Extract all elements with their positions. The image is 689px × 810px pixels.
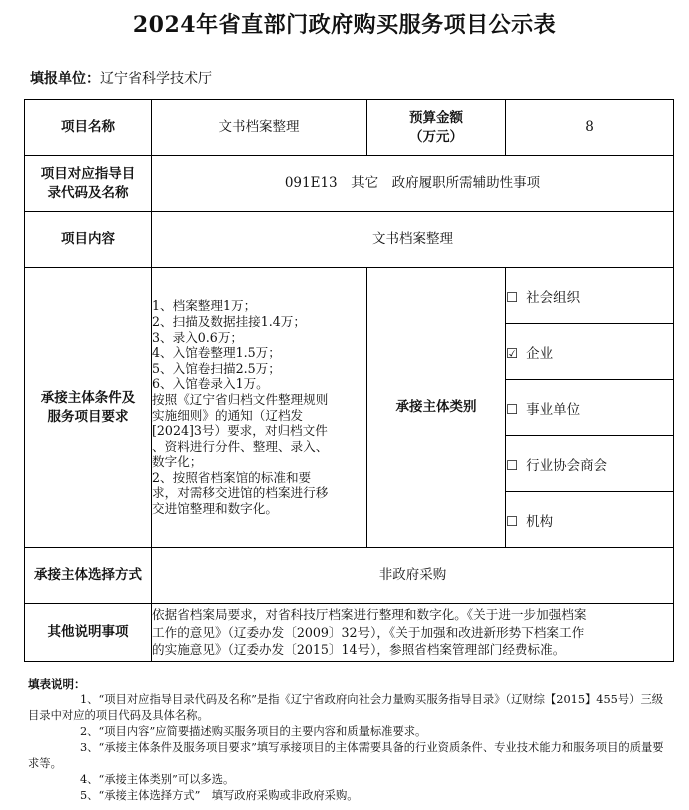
row-selection bbox=[25, 548, 674, 604]
instruction-item: 3、“承接主体条件及服务项目要求”填写承接项目的主体需要具备的行业资质条件、专业技术能力和服务项目的质量要求等。 bbox=[28, 741, 664, 770]
catalog-value: 091E13 其它 政府履职所需辅助性事项 bbox=[152, 156, 674, 212]
content-label: 项目内容 bbox=[25, 212, 152, 268]
entity-type-label: 承接主体类别 bbox=[367, 268, 506, 548]
budget-label-line-1: 预算金额 bbox=[409, 109, 463, 126]
checkbox-icon[interactable]: ☐ bbox=[506, 513, 519, 530]
row-requirements bbox=[25, 268, 674, 324]
budget-label-line-2: （万元） bbox=[409, 128, 463, 145]
entity-option-social-org[interactable] bbox=[506, 268, 674, 324]
entity-option-label: 事业单位 bbox=[526, 401, 581, 418]
entity-option-public-institution[interactable] bbox=[506, 380, 674, 436]
reporting-unit-label: 填报单位： bbox=[30, 71, 100, 87]
instruction-item: 2、“项目内容”应简要描述购买服务项目的主要内容和质量标准要求。 bbox=[80, 725, 427, 738]
catalog-label bbox=[25, 156, 152, 212]
budget-value: 8 bbox=[506, 100, 674, 156]
checkbox-icon[interactable]: ☐ bbox=[506, 401, 519, 418]
entity-option-agency[interactable] bbox=[506, 492, 674, 548]
entity-option-label: 企业 bbox=[526, 345, 554, 362]
reporting-unit bbox=[30, 68, 212, 88]
requirements-line: 5、入馆卷扫描2.5万； bbox=[152, 360, 281, 376]
requirements-line: 交进馆整理和数字化。 bbox=[152, 501, 278, 517]
requirements-line: 3、录入0.6万； bbox=[152, 329, 244, 345]
requirements-label bbox=[25, 268, 152, 548]
requirements-text bbox=[152, 268, 367, 548]
reporting-unit-value: 辽宁省科学技术厅 bbox=[100, 71, 212, 87]
checkbox-icon[interactable]: ☐ bbox=[506, 457, 519, 474]
filling-instructions bbox=[28, 676, 672, 804]
instruction-item: 1、“项目对应指导目录代码及名称”是指《辽宁省政府向社会力量购买服务指导目录》（辽财综【2015】455号）三级目录中对应的项目代码及具体名称。 bbox=[28, 693, 664, 722]
requirements-line: 6、入馆卷录入1万。 bbox=[152, 376, 269, 392]
entity-option-industry-association[interactable] bbox=[506, 436, 674, 492]
instruction-item: 4、“承接主体类别”可以多选。 bbox=[80, 773, 235, 786]
checked-checkbox-icon[interactable]: ☑ bbox=[506, 345, 519, 362]
requirements-line: 实施细则》的通知（辽档发 bbox=[152, 407, 304, 423]
budget-label bbox=[367, 100, 506, 156]
requirements-line: 2、扫描及数据挂接1.4万； bbox=[152, 313, 306, 329]
other-notes-text bbox=[152, 604, 674, 662]
content-value: 文书档案整理 bbox=[152, 212, 674, 268]
other-notes-label: 其他说明事项 bbox=[25, 604, 152, 662]
requirements-label-line-1: 承接主体条件及 bbox=[40, 389, 136, 406]
row-project-name bbox=[25, 100, 674, 156]
page-title: 2024年省直部门政府购买服务项目公示表 bbox=[132, 12, 557, 38]
row-catalog bbox=[25, 156, 674, 212]
requirements-line: 数字化； bbox=[152, 454, 203, 470]
other-notes-line: 依据省档案局要求，对省科技厅档案进行整理和数字化。《关于进一步加强档案 bbox=[152, 607, 587, 623]
catalog-label-line-1: 项目对应指导目 bbox=[40, 165, 136, 182]
project-table bbox=[24, 99, 674, 662]
entity-option-label: 社会组织 bbox=[526, 289, 581, 306]
row-other bbox=[25, 604, 674, 662]
entity-option-enterprise[interactable] bbox=[506, 324, 674, 380]
instruction-item: 5、“承接主体选择方式” 填写政府采购或非政府采购。 bbox=[80, 789, 359, 802]
requirements-line: 2、按照省档案馆的标准和要 bbox=[152, 469, 312, 485]
requirements-line: 1、档案整理1万； bbox=[152, 298, 257, 314]
checkbox-icon[interactable]: ☐ bbox=[506, 289, 519, 306]
requirements-line: 4、入馆卷整理1.5万； bbox=[152, 345, 281, 361]
requirements-line: 、资料进行分件、整理、录入、 bbox=[152, 438, 329, 454]
entity-option-label: 行业协会商会 bbox=[526, 457, 608, 474]
other-notes-line: 工作的意见》（辽委办发〔2009〕32号），《关于加强和改进新形势下档案工作 bbox=[152, 624, 585, 640]
requirements-label-line-2: 服务项目要求 bbox=[47, 408, 129, 425]
entity-option-label: 机构 bbox=[526, 513, 554, 530]
catalog-label-line-2: 录代码及名称 bbox=[47, 184, 129, 201]
selection-method-value: 非政府采购 bbox=[152, 548, 674, 604]
row-content bbox=[25, 212, 674, 268]
project-name-value: 文书档案整理 bbox=[152, 100, 367, 156]
requirements-line: 求，对需移交进馆的档案进行移 bbox=[152, 485, 329, 501]
filling-instructions-title: 填表说明： bbox=[28, 677, 86, 691]
requirements-line: [2024]3号）要求，对归档文件 bbox=[152, 423, 328, 439]
project-name-label: 项目名称 bbox=[25, 100, 152, 156]
other-notes-line: 的实施意见》（辽委办发〔2015〕14号），参照省档案管理部门经费标准。 bbox=[152, 642, 566, 658]
selection-method-label: 承接主体选择方式 bbox=[25, 548, 152, 604]
requirements-line: 按照《辽宁省归档文件整理规则 bbox=[152, 391, 329, 407]
